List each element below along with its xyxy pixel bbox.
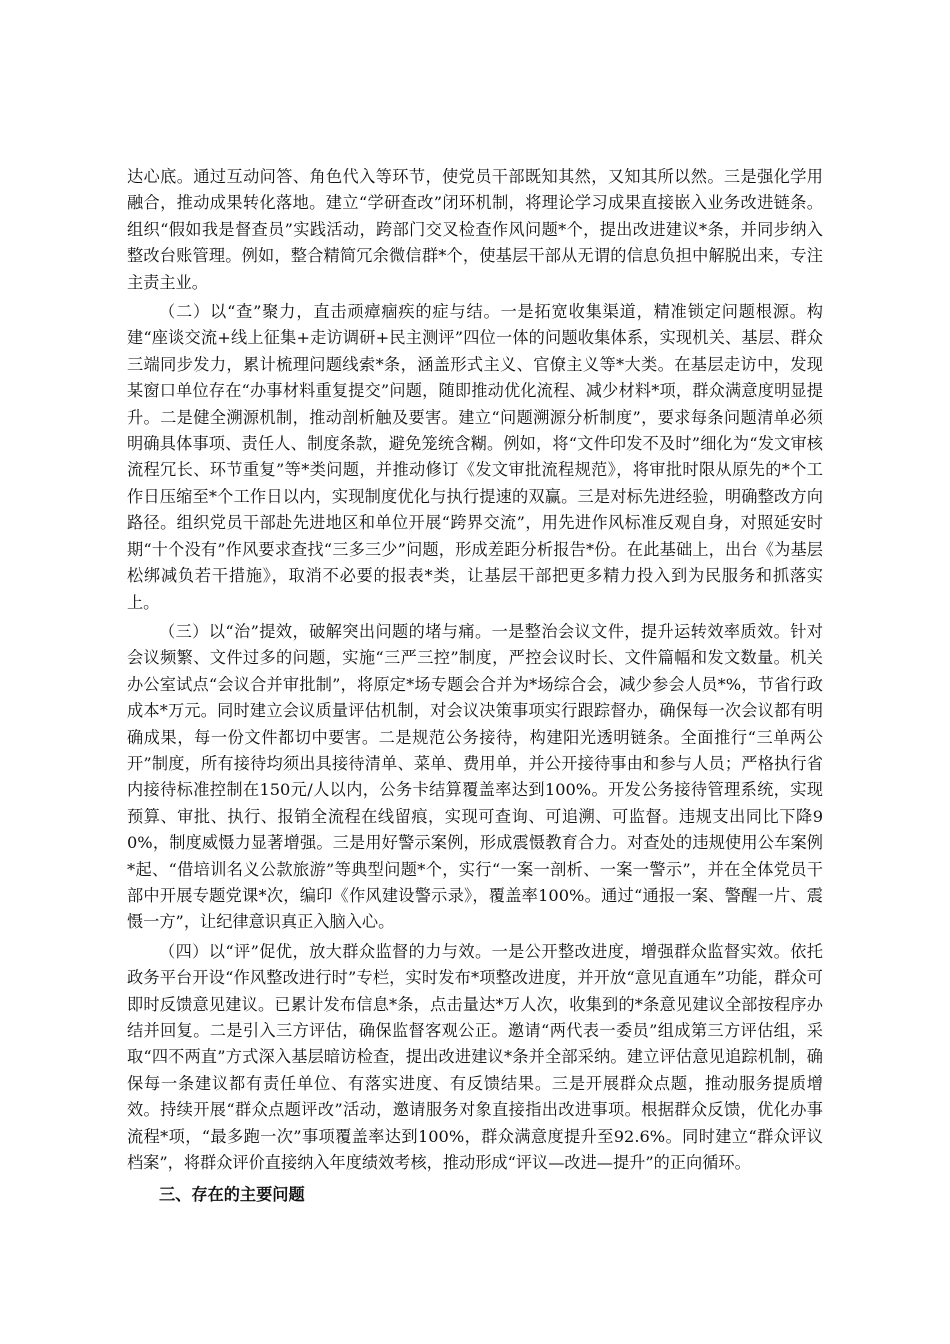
paragraph-section-4-evaluate: （四）以“评”促优，放大群众监督的力与效。一是公开整改进度，增强群众监督实效。依托政务平台开设“作风整改进行时”专栏，实时发布*项整改进度，并开放“意见直通车”功能，群众可即时反馈意见建议。已累计发布信息*条，点击量达*万人次，收集到的*条意见建议全部按程序办结并回复。二是引入三方评估，确保监督客观公正。邀请“两代表一委员”组成第三方评估组，采取“四不两直”方式深入基层暗访检查，提出改进建议*条并全部采纳。建立评估意见追踪机制，确保每一条建议都有责任单位、有落实进度、有反馈结果。三是开展群众点题，推动服务提质增效。持续开展“群众点题评改”活动，邀请服务对象直接指出改进事项。根据群众反馈，优化办事流程*项，“最多跑一次”事项覆盖率达到100%，群众满意度提升至92.6%。同时建立“群众评议档案”，将群众评价直接纳入年度绩效考核，推动形成“评议—改进—提升”的正向循环。 bbox=[127, 941, 823, 1173]
section-heading-main-problems: 三、存在的主要问题 bbox=[159, 1185, 305, 1205]
paragraph-section-2-inspect: （二）以“查”聚力，直击顽瘴痼疾的症与结。一是拓宽收集渠道，精准锁定问题根源。构建“座谈交流+线上征集+走访调研+民主测评”四位一体的问题收集体系，实现机关、基层、群众三端同步发力，累计梳理问题线索*条，涵盖形式主义、官僚主义等*大类。在基层走访中，发现某窗口单位存在“办事材料重复提交”问题，随即推动优化流程、减少材料*项，群众满意度明显提升。二是健全溯源机制，推动剖析触及要害。建立“问题溯源分析制度”，要求每条问题清单必须明确具体事项、责任人、制度条款，避免笼统含糊。例如，将“文件印发不及时”细化为“发文审核流程冗长、环节重复”等*类问题，并推动修订《发文审批流程规范》，将审批时限从原先的*个工作日压缩至*个工作日以内，实现制度优化与执行提速的双赢。三是对标先进经验，明确整改方向路径。组织党员干部赴先进地区和单位开展“跨界交流”，用先进作风标准反观自身，对照延安时期“十个没有”作风要求查找“三多三少”问题，形成差距分析报告*份。在此基础上，出台《为基层松绑减负若干措施》，取消不必要的报表*类，让基层干部把更多精力投入到为民服务和抓落实上。 bbox=[127, 302, 823, 612]
document-page bbox=[127, 164, 823, 1208]
paragraph-intro-continued: 达心底。通过互动问答、角色代入等环节，使党员干部既知其然，又知其所以然。三是强化学用融合，推动成果转化落地。建立“学研查改”闭环机制，将理论学习成果直接嵌入业务改进链条。组织“假如我是督查员”实践活动，跨部门交叉检查作风问题*个，提出改进建议*条，并同步纳入整改台账管理。例如，整合精简冗余微信群*个，使基层干部从无谓的信息负担中解脱出来，专注主责主业。 bbox=[127, 167, 823, 292]
paragraph-section-3-govern: （三）以“治”提效，破解突出问题的堵与痛。一是整治会议文件，提升运转效率质效。针对会议频繁、文件过多的问题，实施“三严三控”制度，严控会议时长、文件篇幅和发文数量。机关办公室试点“会议合并审批制”，将原定*场专题会合并为*场综合会，减少参会人员*%，节省行政成本*万元。同时建立会议质量评估机制，对会议决策事项实行跟踪督办，确保每一次会议都有明确成果，每一份文件都切中要害。二是规范公务接待，构建阳光透明链条。全面推行“三单两公开”制度，所有接待均须出具接待清单、菜单、费用单，并公开接待事由和参与人员；严格执行省内接待标准控制在150元/人以内，公务卡结算覆盖率达到100%。开发公务接待管理系统，实现预算、审批、执行、报销全流程在线留痕，实现可查询、可追溯、可监督。违规支出同比下降90%，制度威慑力显著增强。三是用好警示案例，形成震慑教育合力。对查处的违规使用公车案例*起、“借培训名义公款旅游”等典型问题*个，实行“一案一剖析、一案一警示”，并在全体党员干部中开展专题党课*次，编印《作风建设警示录》，覆盖率100%。通过“通报一案、警醒一片、震慑一方”，让纪律意识真正入脑入心。 bbox=[127, 621, 823, 932]
